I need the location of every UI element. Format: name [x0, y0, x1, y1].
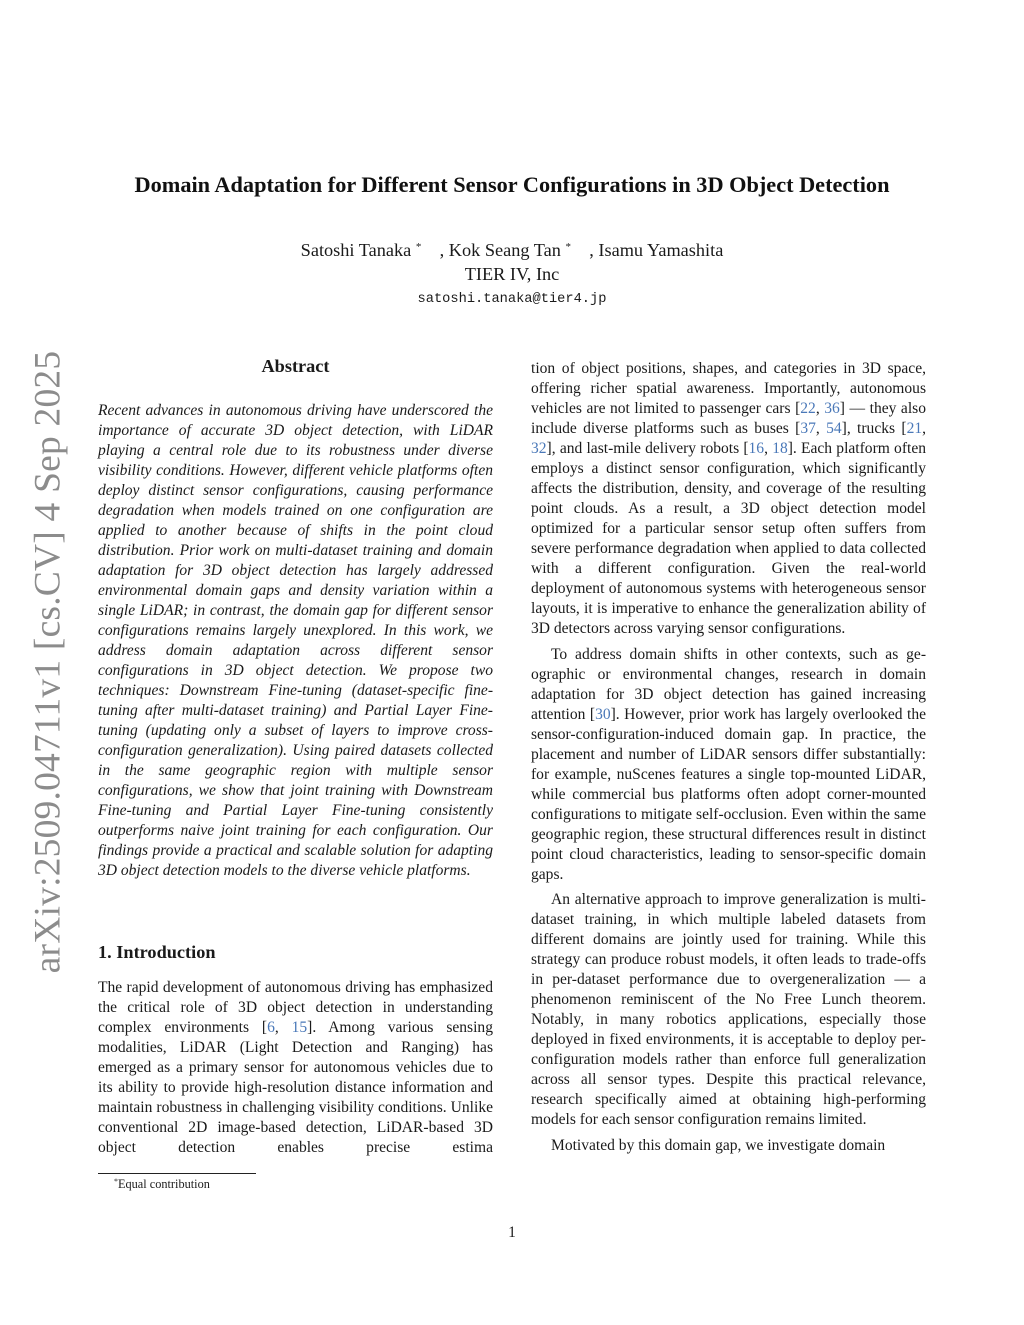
paragraph-text: ,	[815, 420, 827, 437]
equal-contribution-mark: *	[415, 241, 422, 253]
paragraph-text: ]. Each platform often employs a distinct sensor configuration, which significantly affects the distribution, density, and coverage of the resulting point clouds. As a result, a 3D object detection model optimized for a particular sensor setup often suffers from severe performance degradation when applied to data collected with a different configuration. Given the real-world deployment of autonomous systems with heterogeneous sensor layouts, it is imperative to enhance the generalization ability of 3D detectors across varying sensor configurations.	[531, 440, 926, 637]
footnote-text: Equal contribution	[118, 1177, 210, 1191]
paragraph-text: ,	[815, 400, 825, 417]
paragraph-text: tion of object positions, shapes, and categories in 3D space, offering richer spatial awareness. Importantly, autonomous vehicles are not limited to passenger cars [	[531, 360, 926, 417]
introduction-right-column	[531, 359, 926, 1156]
paragraph-text: ,	[922, 420, 926, 437]
paragraph-text: The rapid development of autonomous driving has emphasized the critical role of 3D object detection in understanding complex environments [	[98, 979, 493, 1036]
paragraph-text: ,	[274, 1019, 292, 1036]
citation-link[interactable]: 30	[595, 705, 611, 723]
affiliation: TIER IV, Inc	[464, 264, 560, 284]
author-name: Satoshi Tanaka	[300, 240, 412, 260]
paragraph-text: To address domain shifts in other contexts, such as geographic or environmental changes, research in domain adaptation for 3D object detection has gained increasing attention [	[531, 645, 926, 723]
footnote-divider	[98, 1173, 256, 1174]
body-paragraph: Motivated by this domain gap, we investigate domain	[551, 1136, 886, 1154]
citation-link[interactable]: 18	[772, 440, 788, 457]
body-paragraph: An alternative approach to improve generalization is multi-dataset training, in which multiple labeled datasets from different domains are jointly used for training. While this strategy can produce robust models, it often leads to trade-offs in per-dataset performance due to overgeneralization — a phenomenon reminiscent of the No Free Lunch theorem. Notably, in many robotics applications, especially those deployed in fixed environments, it is acceptable to deploy per-configuration models rather than enforce full generalization across all sensor types. Despite this practical relevance, research specifically aimed at obtaining high-performing models for each sensor configuration remains limited.	[531, 891, 926, 1128]
citation-link[interactable]: 32	[531, 440, 547, 457]
paragraph-text: ,	[764, 440, 773, 457]
citation-link[interactable]: 37	[800, 420, 816, 437]
citation-link[interactable]: 54	[826, 420, 842, 437]
author-name: Kok Seang Tan	[448, 240, 561, 260]
citation-link[interactable]: 36	[824, 400, 840, 417]
citation-link[interactable]: 6	[267, 1019, 275, 1036]
footnote	[114, 1177, 210, 1192]
introduction-left-column	[98, 978, 493, 1158]
paragraph-text: ]. However, prior work has largely overlooked the sensor-configuration-induced domain gap. In practice, the placement and number of LiDAR sensors differ substantially: for example, nuScenes features a single top-mounted LiDAR, while commercial bus platforms often adopt corner-mounted configurations to mitigate self-occlusion. Even within the same geographic region, these structural differences result in distinct point cloud characteristics, leading to sensor-specific domain gaps.	[531, 705, 926, 883]
citation-link[interactable]: 21	[906, 420, 923, 437]
citation-link[interactable]: 15	[291, 1019, 308, 1036]
abstract-paragraph: Recent advances in autonomous driving have underscored the importance of accurate 3D object detection, with LiDAR playing a central role due to its robustness under diverse visibility conditions. However, different vehicle platforms often deploy distinct sensor configurations, causing performance degradation when models trained on one configuration are applied to another because of shifts in the point cloud distribution. Prior work on multi-dataset training and domain adaptation for 3D object detection has largely addressed environmental domain gaps and density variation within a single LiDAR; in contrast, the domain gap for different sensor configurations remains largely unexplored. In this work, we address domain adaptation across different sensor configurations in 3D object detection. We propose two techniques: Downstream Fine-tuning (dataset-specific fine-tuning after multi-dataset training) and Partial Layer Fine-tuning (updating only a subset of layers to improve cross-configuration generalization). Using paired datasets collected in the same geographic region with multiple sensor configurations, we show that joint training with Downstream Fine-tuning and Partial Layer Fine-tuning consistently outperforms naive joint training for each configuration. Our findings provide a practical and scalable solution for adapting 3D object detection models to the diverse vehicle platforms.	[98, 402, 493, 879]
author-email: satoshi.tanaka@tier4.jp	[417, 292, 607, 307]
paragraph-text: ], trucks [	[841, 420, 907, 437]
paragraph-text: ], and last-mile delivery robots [	[546, 440, 749, 457]
author-name: Isamu Yamashita	[598, 240, 724, 260]
footnote-mark: *	[114, 1177, 118, 1186]
paper-title: Domain Adaptation for Different Sensor Configurations in 3D Object Detection	[134, 172, 890, 197]
equal-contribution-mark: *	[565, 241, 571, 253]
citation-link[interactable]: 22	[800, 400, 816, 417]
body-paragraph	[98, 978, 493, 1158]
body-paragraph	[531, 645, 926, 885]
abstract-heading: Abstract	[261, 356, 330, 376]
paragraph-text: ] — they also include diverse platforms such as buses [	[531, 400, 926, 437]
section-heading-introduction: 1. Introduction	[98, 942, 216, 962]
page-number: 1	[508, 1224, 516, 1241]
paragraph-text: ]. Among various sensing modalities, LiDAR (Light Detection and Ranging) has emerged as a primary sensor for autonomous vehicles due to its ability to provide high-resolution distance information and maintain robustness in challenging visibility conditions. Unlike conventional 2D image-based detection, LiDAR-based 3D object detection enables precise estima	[98, 1019, 493, 1156]
citation-link[interactable]: 16	[748, 440, 765, 457]
arxiv-identifier-stamp: arXiv:2509.04711v1 [cs.CV] 4 Sep 2025	[27, 350, 69, 974]
body-paragraph-continued	[531, 359, 926, 639]
abstract-body	[98, 401, 493, 881]
author-list: Satoshi Tanaka * , Kok Seang Tan * , Isamu Yamashita	[300, 240, 724, 260]
